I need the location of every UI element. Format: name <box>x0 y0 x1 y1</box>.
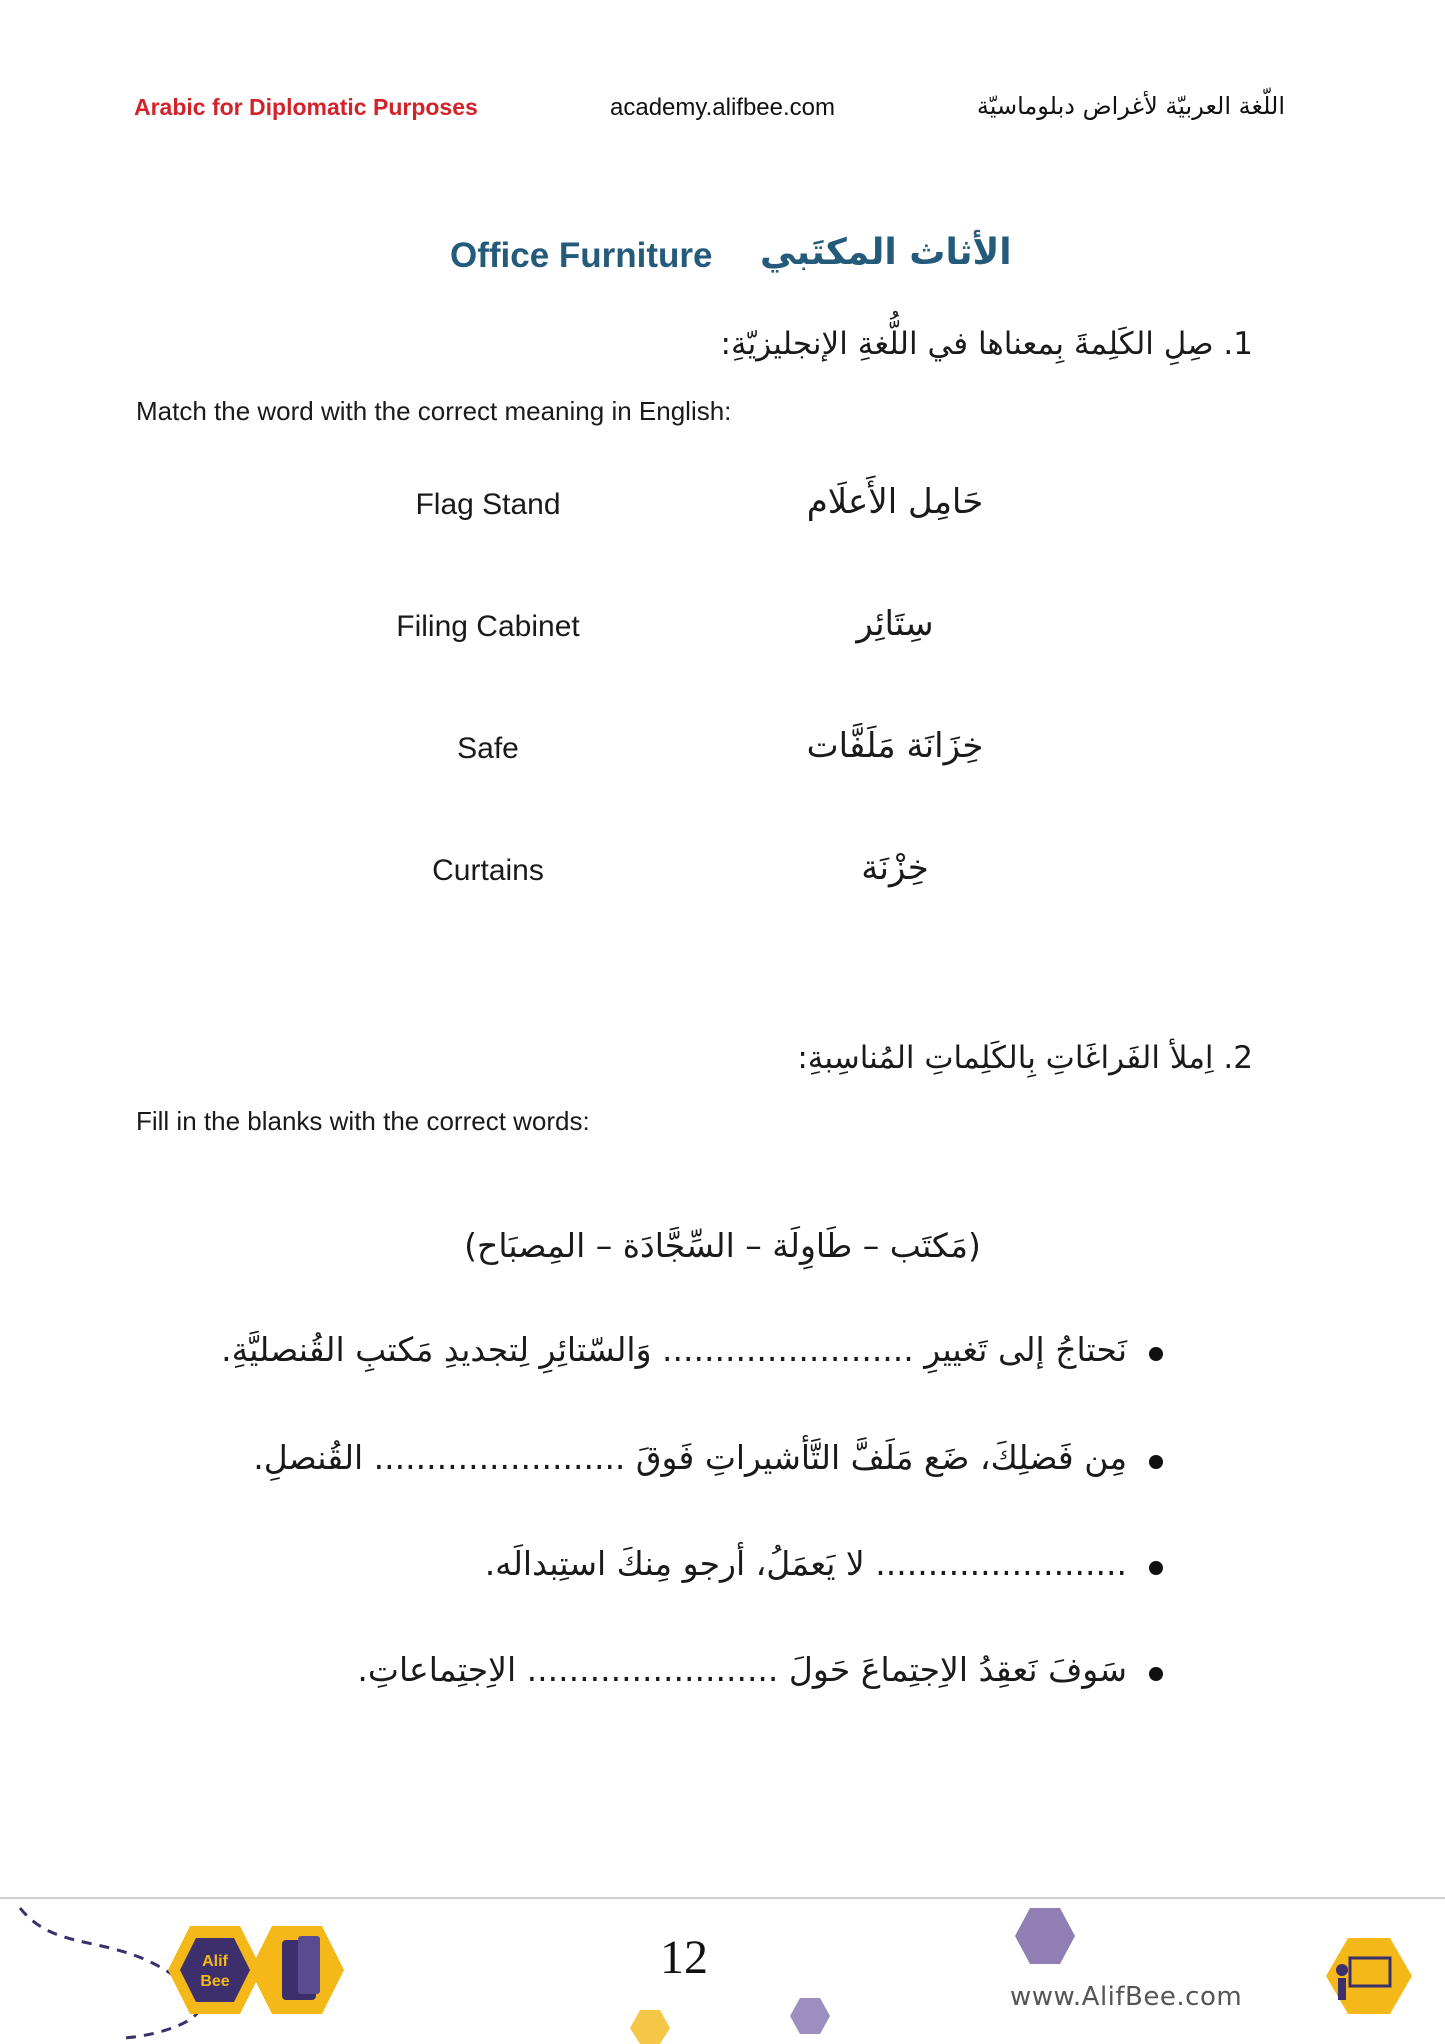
match-row <box>0 600 1445 660</box>
bullet-icon <box>1149 1667 1163 1681</box>
match-arabic-word: سِتَائِر <box>856 604 934 644</box>
alifbee-logo-icon <box>168 1926 344 2014</box>
match-arabic-word: خِزْنَة <box>861 848 929 888</box>
match-arabic-word: حَامِل الأَعلَام <box>806 482 984 522</box>
match-english-word: Filing Cabinet <box>396 610 580 643</box>
header-arabic-title: اللّغة العربيّة لأغراض دبلوماسيّة <box>976 92 1285 120</box>
match-english-word: Safe <box>457 732 519 765</box>
bullet-icon <box>1149 1561 1163 1575</box>
exercise2-instruction-english: Fill in the blanks with the correct words: <box>136 1106 590 1136</box>
exercise1-instruction-arabic: 1. صِلِ الكَلِمةَ بِمعناها في اللُّغةِ الإنجليزيّةِ: <box>720 326 1253 362</box>
teacher-icon <box>1326 1938 1412 2014</box>
page-number: 12 <box>660 1931 708 1984</box>
match-arabic-word: خِزَانَة مَلَفَّات <box>806 726 984 766</box>
exercise1-instruction-english: Match the word with the correct meaning in English: <box>136 396 732 426</box>
footer-website: www.AlifBee.com <box>1010 1982 1243 2012</box>
svg-text:Bee: Bee <box>200 1973 230 1990</box>
fill-blank-sentence: نَحتاجُ إلى تَغييرِ ........................ وَالسّتائِرِ لِتجديدِ مَكتبِ القُنصليَّةِ. <box>221 1330 1163 1369</box>
header-website: academy.alifbee.com <box>610 94 835 121</box>
match-row <box>0 844 1445 904</box>
match-english-word: Flag Stand <box>415 488 561 521</box>
match-row <box>0 478 1445 538</box>
header-course-title: Arabic for Diplomatic Purposes <box>134 94 478 120</box>
hexagon-decoration <box>1015 1908 1075 1964</box>
match-row <box>0 722 1445 782</box>
match-english-word: Curtains <box>432 854 544 887</box>
bullet-icon <box>1149 1347 1163 1361</box>
fill-blank-sentence: سَوفَ نَعقِدُ الاِجتِماعَ حَولَ ........................ الاِجتِماعاتِ. <box>357 1650 1163 1689</box>
bullet-icon <box>1149 1455 1163 1469</box>
logo-text: Alif <box>202 1953 228 1970</box>
page-title-arabic: الأثاث المكتَبي <box>760 232 1012 273</box>
fill-blank-sentence: مِن فَضلِكَ، ضَع مَلَفَّ التَّأشيراتِ فَوقَ ........................ القُنصلِ. <box>253 1438 1163 1477</box>
footer-decoration <box>0 1898 1445 2044</box>
exercise2-instruction-arabic: 2. اِملأ الفَراغَاتِ بِالكَلِماتِ المُناسِبةِ: <box>797 1040 1253 1076</box>
word-bank: (مَكتَب – طَاوِلَة – السِّجَّادَة – المِصبَاح) <box>464 1226 981 1265</box>
fill-blank-sentence: ........................ لا يَعمَلُ، أرجو مِنكَ استِبدالَه. <box>485 1544 1163 1583</box>
page-title-english: Office Furniture <box>450 236 713 275</box>
